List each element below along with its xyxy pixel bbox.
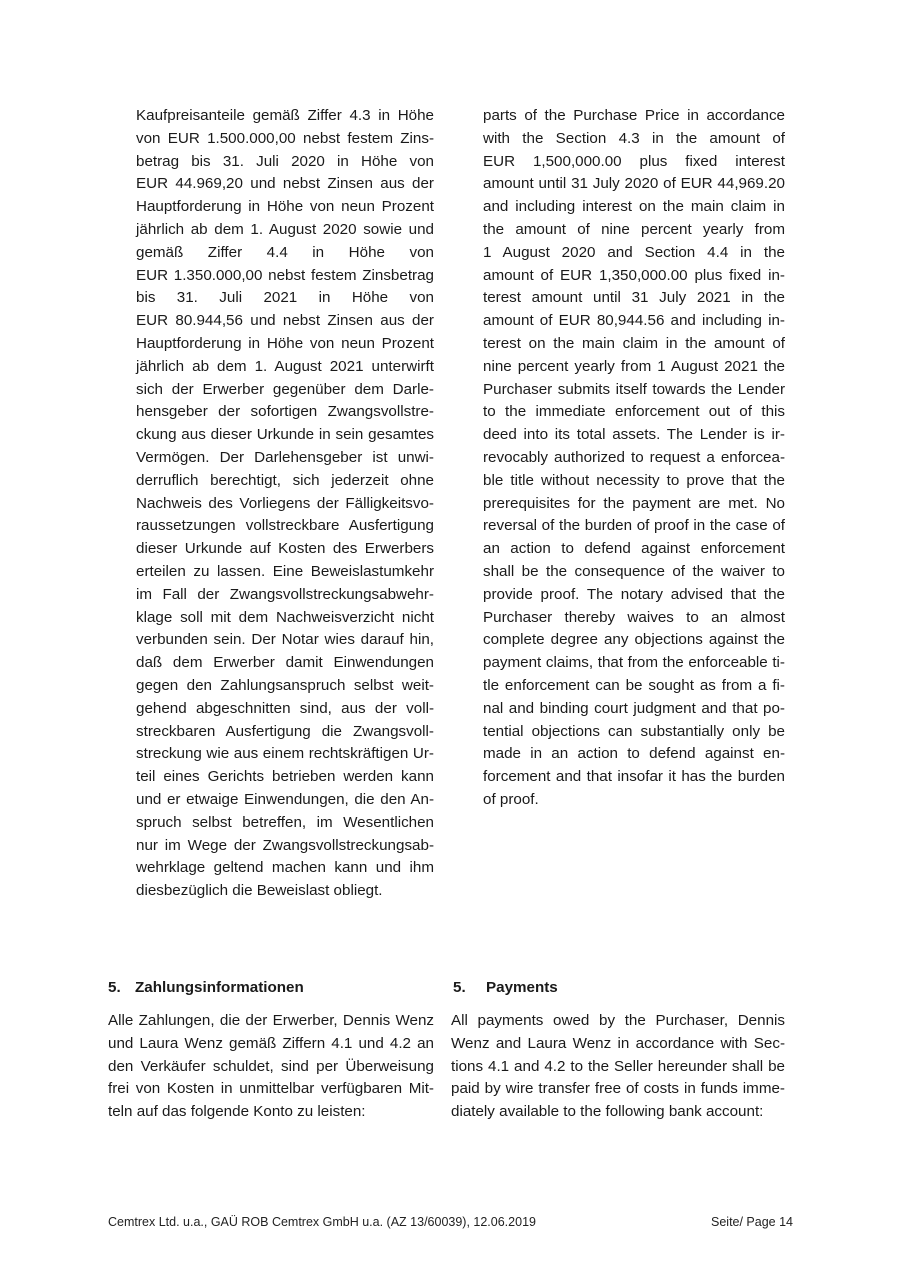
text-line: Wenz and Laura Wenz in accordance with Sec-	[451, 1034, 785, 1052]
text-line: Purchaser thereby waives to an almost	[483, 608, 785, 626]
text-line: All payments owed by the Purchaser, Dennis	[451, 1012, 785, 1029]
text-line: teln auf das folgende Konto zu leisten:	[108, 1103, 366, 1121]
text-line: Kaufpreisanteile gemäß Ziffer 4.3 in Höhe	[136, 107, 434, 124]
text-line: revocably authorized to request a enforcea-	[483, 448, 785, 466]
text-line: provide proof. The notary advised that the	[483, 585, 785, 603]
text-line: frei von Kosten in unmittelbar verfügbaren Mit-	[108, 1080, 434, 1098]
text-line: erteilen zu lassen. Eine Beweislastumkehr	[136, 562, 434, 580]
text-line: EUR 1,500,000.00 plus fixed interest	[483, 152, 785, 170]
text-line: reversal of the burden of proof in the case of	[483, 517, 785, 535]
text-line: und Laura Wenz gemäß Ziffern 4.1 und 4.2 an	[108, 1034, 434, 1052]
section-title: Payments	[486, 979, 558, 996]
text-line: of proof.	[483, 790, 539, 808]
text-line: daß dem Erwerber damit Einwendungen	[136, 654, 434, 672]
section-5-body-german	[108, 1010, 434, 1124]
text-line: EUR 1.350.000,00 nebst festem Zinsbetrag	[136, 266, 434, 284]
text-line: gehend abgeschnitten sind, aus der voll-	[136, 699, 434, 717]
text-line: diately available to the following bank account:	[451, 1103, 764, 1121]
text-line: amount until 31 July 2020 of EUR 44,969.20	[483, 175, 785, 193]
text-line: jährlich ab dem 1. August 2020 sowie und	[136, 220, 434, 238]
section-number: 5.	[108, 979, 121, 996]
text-line: complete degree any objections against the	[483, 631, 785, 649]
text-line: hensgeber der sofortigen Zwangsvollstre-	[136, 403, 434, 421]
text-line: dieser Urkunde auf Kosten des Erwerbers	[136, 540, 434, 558]
text-line: ble title without necessity to prove that the	[483, 471, 785, 489]
text-line: payment claims, that from the enforceable ti-	[483, 654, 785, 672]
section-5-body-english	[451, 1010, 785, 1124]
text-line: amount of EUR 80,944.56 and including in-	[483, 312, 785, 330]
text-line: paid by wire transfer free of costs in funds imme-	[451, 1080, 785, 1098]
text-line: Hauptforderung in Höhe von neun Prozent	[136, 334, 434, 352]
text-line: klage soll mit dem Nachweisverzicht nicht	[136, 608, 434, 626]
text-line: shall be the consequence of the waiver to	[483, 562, 785, 580]
text-line: the amount of nine percent yearly from	[483, 220, 785, 238]
text-line: 1 August 2020 and Section 4.4 in the	[483, 243, 785, 261]
text-line: parts of the Purchase Price in accordance	[483, 107, 785, 124]
section-5-heading-german	[108, 979, 304, 996]
text-line: streckung wie aus einem rechtskräftigen Ur-	[136, 745, 434, 763]
text-line: prerequisites for the payment are met. No	[483, 494, 785, 512]
text-line: spruch selbst betreffen, im Wesentlichen	[136, 813, 434, 831]
text-line: Nachweis des Vorliegens der Fälligkeitsvo-	[136, 494, 434, 512]
text-line: den Verkäufer schuldet, sind per Überweisung	[108, 1057, 434, 1075]
text-line: nine percent yearly from 1 August 2021 the	[483, 357, 785, 375]
text-line: diesbezüglich die Beweislast obliegt.	[136, 882, 383, 900]
text-line: made in an action to defend against en-	[483, 745, 785, 763]
text-line: im Fall der Zwangsvollstreckungsabwehr-	[136, 585, 434, 603]
german-continuation-paragraph	[136, 105, 434, 903]
text-line: tential objections can substantially only be	[483, 722, 785, 740]
section-title: Zahlungsinformationen	[135, 979, 304, 996]
text-line: ckung aus dieser Urkunde in sein gesamtes	[136, 426, 434, 444]
text-line: terest amount until 31 July 2021 in the	[483, 289, 785, 307]
text-line: nur im Wege der Zwangsvollstreckungsab-	[136, 836, 434, 854]
text-line: und er etwaige Einwendungen, die den An-	[136, 790, 434, 808]
text-line: an action to defend against enforcement	[483, 540, 785, 558]
text-line: with the Section 4.3 in the amount of	[483, 129, 785, 147]
text-line: von EUR 1.500.000,00 nebst festem Zins-	[136, 129, 434, 147]
text-line: and including interest on the main claim in	[483, 198, 785, 216]
footer-page-number: Seite/ Page 14	[711, 1215, 794, 1229]
text-line: amount of EUR 1,350,000.00 plus fixed in-	[483, 266, 785, 284]
text-line: to the immediate enforcement out of this	[483, 403, 785, 421]
text-line: tle enforcement can be sought as from a fi-	[483, 676, 785, 694]
text-line: streckbaren Ausfertigung die Zwangsvoll-	[136, 722, 434, 740]
text-line: terest on the main claim in the amount of	[483, 334, 785, 352]
section-number: 5.	[453, 979, 466, 996]
text-line: betrag bis 31. Juli 2020 in Höhe von	[136, 152, 434, 170]
footer-reference: Cemtrex Ltd. u.a., GAÜ ROB Cemtrex GmbH u.a. (AZ 13/60039), 12.06.2019	[108, 1215, 536, 1229]
text-line: gemäß Ziffer 4.4 in Höhe von	[136, 243, 434, 261]
text-line: Alle Zahlungen, die der Erwerber, Dennis Wenz	[108, 1012, 434, 1029]
english-continuation-paragraph	[483, 105, 785, 812]
text-line: Vermögen. Der Darlehensgeber ist unwi-	[136, 448, 434, 466]
section-5-heading-english	[453, 979, 558, 996]
text-line: nal and binding court judgment and that po-	[483, 699, 785, 717]
text-line: Purchaser submits itself towards the Lender	[483, 380, 785, 398]
text-line: verbunden sein. Der Notar wies darauf hin,	[136, 631, 434, 649]
text-line: deed into its total assets. The Lender is ir-	[483, 426, 785, 444]
text-line: sich der Erwerber gegenüber dem Darle-	[136, 380, 434, 398]
text-line: forcement and that insofar it has the burden	[483, 768, 785, 786]
text-line: Hauptforderung in Höhe von neun Prozent	[136, 198, 434, 216]
text-line: bis 31. Juli 2021 in Höhe von	[136, 289, 434, 307]
text-line: EUR 80.944,56 und nebst Zinsen aus der	[136, 312, 434, 330]
text-line: raussetzungen vollstreckbare Ausfertigung	[136, 517, 434, 535]
text-line: wehrklage geltend machen kann und ihm	[136, 859, 434, 877]
text-line: tions 4.1 and 4.2 to the Seller hereunder shall be	[451, 1057, 785, 1075]
text-line: EUR 44.969,20 und nebst Zinsen aus der	[136, 175, 434, 193]
text-line: teil eines Gerichts betrieben werden kann	[136, 768, 434, 786]
text-line: gegen den Zahlungsanspruch selbst weit-	[136, 676, 434, 694]
text-line: derruflich berechtigt, sich jederzeit ohne	[136, 471, 434, 489]
text-line: jährlich ab dem 1. August 2021 unterwirft	[136, 357, 434, 375]
